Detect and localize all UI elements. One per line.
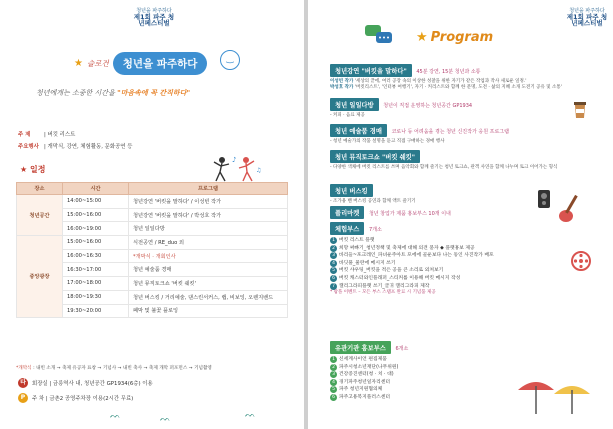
info-key: 주 제 <box>18 132 31 138</box>
list-item-text: 바딧풀_물란에 메시지 쓰기 <box>339 260 396 266</box>
info-value: 버킷 리스트 <box>47 132 76 138</box>
table-row <box>17 236 288 250</box>
list-item: 1 버킷 리스트 플랫 <box>330 237 605 245</box>
list-item-text: 신세계사이언 편집제품 <box>339 357 387 362</box>
dancers-icon <box>204 154 264 184</box>
tag-big: 제1회 파주 청년페스티벌 <box>566 13 608 27</box>
list-item-text: 파주고용복지플러스센터 <box>339 394 390 400</box>
section-experience <box>330 222 605 296</box>
schedule-table <box>16 182 288 318</box>
note-text: 내빈 소개 → 축제 유공자 표창 → 기념사 → 내빈 축사 → 축제 개막 퍼포먼스 → 기념촬영 <box>36 366 212 371</box>
list-item-text: 경기파주청년일자리센터 <box>339 379 390 385</box>
section-desc: 청년 창업가 제품 홍보부스 10개 이내 <box>368 211 451 217</box>
list-item-text: 캘리그라피플랫 쓰기_글귀 캘리그라피 제작 <box>339 283 430 289</box>
smile-icon: ‿ <box>220 50 240 70</box>
speaker-desc: '버킷리스트', '인터뷰 여행기', 자기 · 커리스트와 함께 한 문명, 도전 · 삶의 지혜 소개 도전기 공유 및 소통' <box>354 85 562 91</box>
list-item-text: 파주시청소년재단(나무위원) <box>339 364 399 370</box>
program-heading: ★ Program <box>416 30 494 45</box>
col-time: 시간 <box>63 183 129 195</box>
section-line: - 청년 예술가의 작품 설명을 듣고 직접 구매하는 경매 행사 <box>330 139 445 144</box>
time-cell: 19:30~20:00 <box>63 304 129 318</box>
time-cell: 16:30~17:00 <box>63 263 129 277</box>
list-item-text: 건강증진센터(청 · 치 · 대) <box>339 372 394 378</box>
col-program: 프로그램 <box>129 183 288 195</box>
subline <box>36 88 190 98</box>
svg-text:♪: ♪ <box>232 156 237 164</box>
experience-note: * 팜플 이벤트 – 모든 부스 스탬프 완료 시 기념품 제공 <box>330 290 436 296</box>
section-desc: 코로나 등 어려움을 겪는 청년 신진작가 응원 프로그램 <box>391 129 509 135</box>
opening-note: *개막식 : 내빈 소개 → 축제 유공자 표창 → 기념사 → 내빈 축사 → 축제 개막 퍼포먼스 → 기념촬영 <box>16 366 212 371</box>
section-heading: 청년강연 "버킷을 말하다" <box>330 64 412 77</box>
note-label: *개막식 <box>16 366 32 371</box>
coffee-cup-icon <box>570 98 592 120</box>
time-cell: 15:00~16:00 <box>63 236 129 250</box>
speaker-name: 이성빈 작가 <box>330 79 354 84</box>
info-theme: 주 제 | 버킷 리스트 <box>18 132 76 138</box>
time-cell: 16:00~19:00 <box>63 222 129 236</box>
section-desc: 6개소 <box>395 346 409 352</box>
list-item: 4 바딧풀_물란에 메시지 쓰기 <box>330 260 605 268</box>
program-cell: 식전공연 / RE_duo 외 <box>129 236 288 250</box>
time-cell: 14:00~15:00 <box>63 195 129 209</box>
list-item-text: 버킷 리스트 플랫 <box>339 238 375 243</box>
program-cell: 청년강연 '버킷을 말하다' / 이성빈 작가 <box>129 195 288 209</box>
speech-bubble-icon <box>364 24 394 46</box>
speaker-name: 박성호 작가 <box>330 85 354 91</box>
list-item: 4 경기파주청년일자리센터 <box>330 379 605 387</box>
program-cell: 청년강연 '버킷을 말하다' / 박성호 작가 <box>129 208 288 222</box>
list-item: 6 파주고용복지플러스센터 <box>330 394 605 402</box>
tag-small: 청년을 파주하다 <box>569 8 605 14</box>
list-item-text: 희망 써빠기_청년정책 및 축제에 대해 의견 묻자 ◆ 플랫홍보 제공 <box>339 245 475 251</box>
subline-emph: "마음속에 꼭 간직하다" <box>117 89 191 97</box>
section-line: - 조가용 밴 버스킹 공연과 함께 액트 즐기기 <box>330 199 416 204</box>
right-page <box>308 0 613 429</box>
parking-text: 주 차 | 금촌2 공영주차장 이용(2시간 무료) <box>32 396 134 402</box>
section-heading: 체험부스 <box>330 222 364 235</box>
festival-tag <box>132 8 176 26</box>
slogan-pill: 청년을 파주하다 <box>113 52 208 75</box>
list-item-text: 버킷 샤우팅_버킷을 적은 공을 큰 소리로 외쳐보기 <box>339 268 444 274</box>
info-events: 주요행사 | 개막식, 강연, 체험활동, 문화공연 등 <box>18 144 133 150</box>
table-row <box>17 195 288 209</box>
program-cell: 청년 버스킹 / 거리예술, 댄스린서커스, 랩, 비보잉, 오렌지밴드 <box>129 290 288 304</box>
program-cell: 청년 뮤직토크쇼 '버킷 쉐킷' <box>129 277 288 291</box>
list-item: 2 희망 써빠기_청년정책 및 축제에 대해 의견 묻자 ◆ 플랫홍보 제공 <box>330 245 605 253</box>
section-talkshow <box>330 150 605 171</box>
grass-icon: ᨓ <box>160 414 171 424</box>
list-item: 1 신세계사이언 편집제품 <box>330 356 605 364</box>
time-cell: 15:00~16:00 <box>63 208 129 222</box>
section-desc: 7개소 <box>368 227 382 233</box>
schedule-heading: ★ 일정 <box>20 165 46 174</box>
section-desc: 45분 강연, 15분 청년과 소통 <box>416 69 481 75</box>
section-heading: 청년 뮤직토크쇼 "버킷 쉐킷" <box>330 150 420 163</box>
program-title: Program <box>430 30 494 45</box>
program-cell: 청년 예술품 경매 <box>129 263 288 277</box>
program-cell: 폐막 및 불꽃 플로잉 <box>129 304 288 318</box>
restroom-info <box>18 378 153 388</box>
list-item-text: 바리들~포크레인_파녀운주아트 포에에 골운보다 나는 동인 사진작가 배포 <box>339 253 494 259</box>
grass-icon: ᨓ <box>245 410 256 420</box>
program-cell: 청년 일일다방 <box>129 222 288 236</box>
section-heading: 유관기관 홍보부스 <box>330 341 391 354</box>
restroom-text: 회장실 | 금릉역사 내, 청년공간 GP1934(6층) 이용 <box>32 381 153 387</box>
section-auction <box>330 124 605 145</box>
section-line: - 커피 · 음료 제공 <box>330 113 365 118</box>
info-value: 개막식, 강연, 체험활동, 문화공연 등 <box>47 144 133 150</box>
parking-info <box>18 393 133 403</box>
section-heading: 플리마켓 <box>330 206 364 219</box>
list-item: 5 파주 청년지원협의체 <box>330 386 605 394</box>
list-item: 2 파주시청소년재단(나무위원) <box>330 364 605 372</box>
slogan-label: 슬로건 <box>86 59 109 68</box>
section-desc: 청년이 직접 운영하는 청년공간 GP1934 <box>383 103 473 109</box>
list-item: 3 바리들~포크레인_파녀운주아트 포에에 골운보다 나는 동인 사진작가 배포 <box>330 252 605 260</box>
schedule-title: 일정 <box>29 165 46 174</box>
time-cell: 16:00~16:30 <box>63 249 129 263</box>
list-item: 7 캘리그라피플랫 쓰기_글귀 캘리그라피 제작 <box>330 283 605 291</box>
col-place: 장소 <box>17 183 63 195</box>
tag-big: 제1회 파주 청년페스티벌 <box>133 13 175 27</box>
section-line: - 다양한 색채에 버킷 리스트를 쓰며 음악회와 함께 즐기는 청년 토크쇼, 관객 사연을 함께 나누며 토크 이어가는 형식 <box>330 165 558 170</box>
speaker-desc: '세상의 끝에, 여러 공장 속의 이상한 성찰을 위한 자기가 같은 작업과 작사 새로운 일정.' <box>354 79 527 84</box>
program-cell: *개막식 · 개회인사 <box>129 249 288 263</box>
section-fleamarket <box>330 206 605 219</box>
section-lecture <box>330 64 605 91</box>
film-reel-icon <box>570 250 592 272</box>
grass-icon: ᨓ <box>110 411 121 421</box>
section-heading: 청년 예술품 경매 <box>330 124 387 137</box>
place-cell: 청년공간 <box>17 195 63 236</box>
parasol-icon <box>514 372 594 416</box>
left-page <box>0 0 304 429</box>
subline-pre: 청년에게는 소중한 시간을 <box>36 89 115 97</box>
festival-tag <box>565 8 609 26</box>
time-cell: 17:00~18:00 <box>63 277 129 291</box>
section-heading: 청년 일일다방 <box>330 98 379 111</box>
restroom-icon: 타 <box>18 378 28 388</box>
list-item: 5 버킷 샤우팅_버킷을 적은 공을 큰 소리로 외쳐보기 <box>330 267 605 275</box>
parking-icon: P <box>18 393 28 403</box>
slogan <box>74 52 207 75</box>
section-heading: 청년 버스킹 <box>330 184 373 197</box>
list-item-text: 파주 청년지원협의체 <box>339 387 383 393</box>
list-item: 3 건강증진센터(청 · 치 · 대) <box>330 371 605 379</box>
time-cell: 18:00~19:30 <box>63 290 129 304</box>
info-key: 주요행사 <box>18 144 39 150</box>
list-item-text: 버킷 캐스터와인플래퍼_스티커를 이용해 버킷 메시지 작성 <box>339 275 461 281</box>
star-icon: ★ <box>74 58 83 69</box>
place-cell: 중앙광장 <box>17 236 63 318</box>
section-cafe <box>330 98 605 119</box>
tag-small: 청년을 파주하다 <box>136 8 172 14</box>
list-item: 6 버킷 캐스터와인플래퍼_스티커를 이용해 버킷 메시지 작성 <box>330 275 605 283</box>
svg-text:♫: ♫ <box>256 167 262 174</box>
